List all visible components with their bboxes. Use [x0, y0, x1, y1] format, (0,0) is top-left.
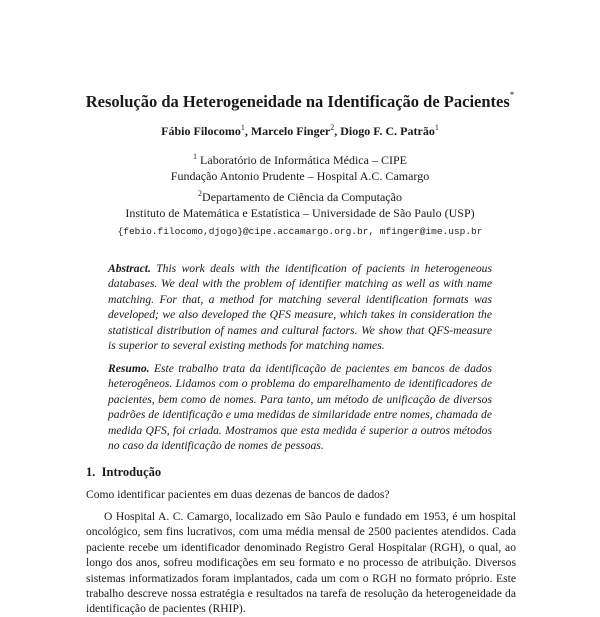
affiliation-2 — [0, 186, 600, 221]
abstract-text: This work deals with the identification of pacients in heterogeneous databases. We deal with the problem of identifier matching as well as with name matching. For that, a method for matching several identification formats was developed; we also developed the QFS measure, which takes in consideration the statistical distribution of names and cultural factors. We show that QFS-measure is superior to several existing methods for matching names. — [108, 262, 492, 353]
affiliation-line: Fundação Antonio Prudente – Hospital A.C. Camargo — [170, 169, 430, 183]
affiliation-mark: 1 — [193, 152, 198, 161]
resumo-block — [108, 361, 492, 453]
author-affiliation-mark: 1 — [434, 123, 439, 132]
resumo-label: Resumo. — [108, 362, 150, 375]
author-name: Fábio Filocomo — [161, 124, 241, 138]
author-name: Marcelo Finger — [250, 124, 331, 138]
affiliation-mark: 2 — [198, 189, 203, 198]
section-number: 1. — [86, 465, 96, 479]
author-list: Fábio Filocomo$^1$, Marcelo Finger$^2$, Diogo F. C. Patrão$^1$ — [161, 123, 439, 138]
abstract-label: Abstract. — [108, 262, 151, 275]
affiliation-line: Departamento de Ciência da Computação — [202, 190, 402, 204]
section-heading — [86, 465, 161, 480]
author-affiliation-mark: 2 — [330, 123, 335, 132]
paper-title — [0, 92, 600, 112]
body-paragraph: O Hospital A. C. Camargo, localizado em São Paulo e fundado em 1953, é um hospital oncológico, sem fins lucrativos, com uma média mensal de 2500 pacientes atendidos. Cada paciente recebe um identificador denominado Registro Geral Hospitalar (RGH), o qual, ao longo dos anos, sofreu modificações em seu formato e no processo de atribuição. Diversos sistemas informatizados foram implantados, cada um com o RGH no formato próprio. Este trabalho descreve nossa estratégia e resultados na tarefa de resolução da heterogeneidade da identificação de pacientes (RHIP). — [86, 510, 516, 616]
body-paragraph: Como identificar pacientes em duas dezenas de bancos de dados? — [86, 488, 390, 501]
title-text: Resolução da Heterogeneidade na Identificação de Pacientes — [85, 92, 510, 111]
author-name: Diogo F. C. Patrão — [340, 124, 435, 138]
title-footnote-mark: * — [509, 90, 515, 100]
author-affiliation-mark: 1 — [240, 123, 245, 132]
author-emails: {febio.filocomo,djogo}@cipe.accamargo.org.br, mfinger@ime.usp.br — [117, 226, 483, 237]
resumo-text: Este trabalho trata da identificação de pacientes em bancos de dados heterogêneos. Lidamos com o problema do emparelhamento de identificadores de pacientes, bem como de nomes. Para tanto, um método de unificação de diversos padrões de identificação e uma medidas de similaridade entre nomes, chamada de medida QFS, foi criada. Mostramos que esta medida é superior a outros métodos no caso da identificação de nomes de pessoas. — [108, 362, 492, 453]
section-title: Introdução — [101, 465, 162, 479]
affiliation-1 — [0, 149, 600, 184]
affiliation-line: Laboratório de Informática Médica – CIPE — [200, 153, 407, 167]
abstract-block — [108, 261, 492, 353]
affiliation-line: Instituto de Matemática e Estatística – Universidade de São Paulo (USP) — [125, 206, 475, 220]
